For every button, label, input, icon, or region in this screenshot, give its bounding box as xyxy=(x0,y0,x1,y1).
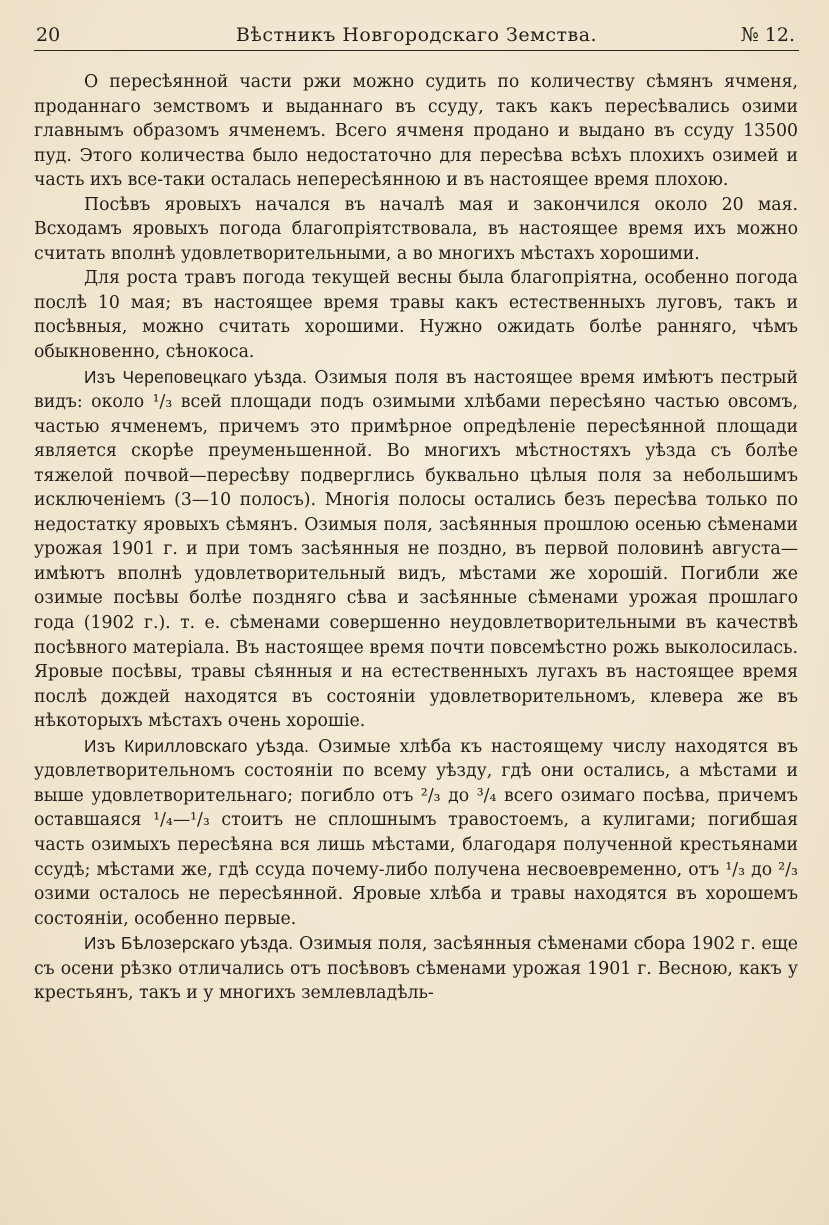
paragraph xyxy=(34,734,798,931)
section-subheading: Изъ Череповецкаго уѣзда. xyxy=(84,366,308,387)
paragraph xyxy=(34,365,798,734)
journal-title: Вѣстникъ Новгородскаго Земства. xyxy=(235,24,598,46)
paragraph xyxy=(34,266,798,364)
paragraph-text: Озимыя поля въ настоящее время имѣютъ пестрый видъ: около ¹/₃ всей площади подъ озимыми хлѣбами пересѣяно частью овсомъ, частью ячменемъ, причемъ это примѣрное опредѣленіе пересѣянной площади является скорѣе преуменьшенной. Во многихъ мѣстностяхъ уѣзда съ болѣе тяжелой почвой—пересѣву подверглись буквально цѣлыя поля за небольшимъ исключеніемъ (3—10 полосъ). Многія полосы остались безъ пересѣва только по недостатку яровыхъ сѣмянъ. Озимыя поля, засѣянныя прошлою осенью сѣменами урожая 1901 г. и при томъ засѣянныя не поздно, въ первой половинѣ августа—имѣютъ вполнѣ удовлетворительный видъ, мѣстами же хорошій. Погибли же озимые посѣвы болѣе поздняго сѣва и засѣянные сѣменами урожая прошлаго года (1902 г.). т. е. сѣменами совершенно неудовлетворительными въ качествѣ посѣвного матеріала. Въ настоящее время почти повсемѣстно рожь выколосилась. Яровые посѣвы, травы сѣянныя и на естественныхъ лугахъ въ настоящее время послѣ дождей находятся въ состояніи удовлетворительномъ, клевера же въ нѣкоторыхъ мѣстахъ очень хорошіе. xyxy=(34,367,798,732)
running-header xyxy=(34,20,799,51)
paragraph-text: Озимыя поля, засѣянныя сѣменами сбора 1902 г. еще съ осени рѣзко отличались отъ посѣвовъ сѣменами урожая 1901 г. Весною, какъ у крестьянъ, такъ и у многихъ землевладѣль- xyxy=(34,934,798,1004)
paragraph-text: Озимые хлѣба къ настоящему числу находятся въ удовлетворительномъ состояніи по всему уѣзду, гдѣ они остались, а мѣстами и выше удовлетворительнаго; погибло отъ ²/₃ до ³/₄ всего озимаго посѣва, причемъ оставшаяся ¹/₄—¹/₃ стоитъ не сплошнымъ травостоемъ, а кулигами; погибшая часть озимыхъ пересѣяна вся лишь мѣстами, благодаря полученной крестьянами ссудѣ; мѣстами же, гдѣ ссуда почему-либо получена несвоевременно, отъ ¹/₃ до ²/₃ озими осталось не пересѣянной. Яровые хлѣба и травы находятся въ хорошемъ состояніи, особенно первые. xyxy=(34,736,798,929)
paragraph-text: Посѣвъ яровыхъ начался въ началѣ мая и закончился около 20 мая. Всходамъ яровыхъ погода благопріятствовала, въ настоящее время ихъ можно считать вполнѣ удовлетворительными, а во многихъ мѣстахъ хорошими. xyxy=(34,194,798,264)
article-body xyxy=(34,70,798,1006)
paragraph-text: Для роста травъ погода текущей весны была благопріятна, особенно погода послѣ 10 мая; въ настоящее время травы какъ естественныхъ луговъ, такъ и посѣвныя, можно считать хорошими. Нужно ожидать болѣе ранняго, чѣмъ обыкновенно, сѣнокоса. xyxy=(34,268,798,363)
paragraph xyxy=(34,70,798,193)
paragraph xyxy=(34,193,798,267)
page-number: 20 xyxy=(36,24,61,46)
paragraph-text: О пересѣянной части ржи можно судить по количеству сѣмянъ ячменя, проданнаго земствомъ и выданнаго въ ссуду, такъ какъ пересѣвались озими главнымъ образомъ ячменемъ. Всего ячменя продано и выдано въ ссуду 13500 пуд. Этого количества было недостаточно для пересѣва всѣхъ плохихъ озимей и часть ихъ все-таки осталась непересѣянною и въ настоящее время плохою. xyxy=(34,72,798,191)
issue-number: № 12. xyxy=(740,24,795,46)
paragraph xyxy=(34,931,798,1006)
section-subheading: Изъ Кирилловскаго уѣзда. xyxy=(84,735,310,756)
section-subheading: Изъ Бѣлозерскаго уѣзда. xyxy=(84,933,294,954)
